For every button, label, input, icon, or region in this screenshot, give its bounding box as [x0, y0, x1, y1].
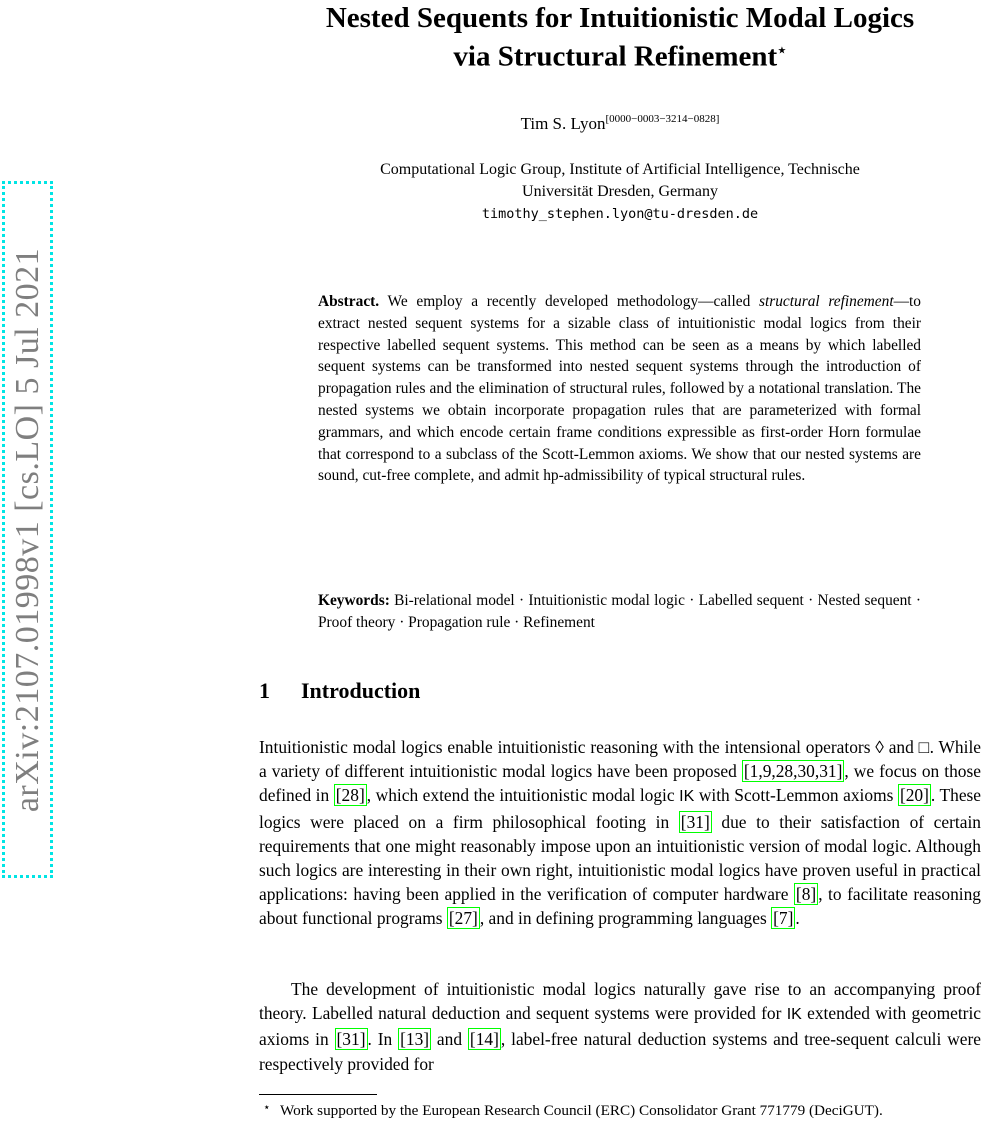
- citation-link[interactable]: [27]: [448, 908, 478, 929]
- section-number: 1: [259, 678, 270, 703]
- citation-link[interactable]: [28]: [335, 785, 365, 806]
- p2-text-5: , label-free natural deduction systems and tree-sequent calculi were respectively provided for: [259, 1029, 981, 1074]
- affiliation-line-2: Universität Dresden, Germany: [522, 183, 718, 200]
- author-name: Tim S. Lyon: [520, 114, 606, 133]
- p2-text-4: and: [431, 1029, 468, 1050]
- p1-text-8: , and in defining programming languages: [479, 908, 772, 929]
- p1-text-6: due to their satisfaction of certain requirements that one might reasonably impose upon an intuitionistic version of modal logic. Although such logics are interesting in their own right, intuitionistic modal logics have proven useful in practical applications: having been applied in the verification of computer hardware: [259, 811, 981, 905]
- affiliation-line-1: Computational Logic Group, Institute of Artificial Intelligence, Technische: [380, 161, 860, 178]
- paper-title-line-2: [240, 33, 981, 75]
- keywords-text: Bi-relational model · Intuitionistic modal logic · Labelled sequent · Nested sequent · Proof theory · Propagation rule · Refinement: [318, 592, 921, 631]
- p1-text-5: . These logics were placed on a firm philosophical footing in: [259, 785, 981, 832]
- footnote-text: Work supported by the European Research Council (ERC) Consolidator Grant 771779 (DeciGUT).: [280, 1102, 883, 1119]
- abstract-block: [318, 291, 921, 487]
- citation-link[interactable]: [31]: [680, 811, 710, 832]
- intro-paragraph-1: [259, 735, 981, 931]
- author-email[interactable]: timothy_stephen.lyon@tu-dresden.de: [481, 206, 759, 222]
- author-orcid[interactable]: [0000−0003−3214−0828]: [605, 113, 720, 125]
- citation-link[interactable]: [7]: [773, 908, 794, 929]
- title-footnote-mark[interactable]: ⋆: [777, 43, 787, 59]
- keywords-block: [318, 590, 921, 634]
- abstract-label: Abstract.: [318, 293, 380, 310]
- p1-text-3: , which extend the intuitionistic modal logic: [366, 785, 680, 806]
- footnote-divider: [259, 1094, 377, 1095]
- p1-text-4: with Scott-Lemmon axioms: [694, 785, 898, 806]
- footnote-mark: ⋆: [263, 1100, 271, 1114]
- p1-text-1: Intuitionistic modal logics enable intuitionistic reasoning with the intensional operators ◊ and □. While a variety of different intuitionistic modal logics have been proposed: [259, 737, 981, 782]
- citation-link[interactable]: [20]: [899, 785, 929, 806]
- arxiv-identifier-stamp: [2, 181, 53, 878]
- citation-link[interactable]: [13]: [400, 1029, 430, 1050]
- p1-text-7: , to facilitate reasoning about functional programs: [259, 884, 981, 929]
- arxiv-identifier-text: arXiv:2107.01998v1 [cs.LO] 5 Jul 2021: [8, 247, 46, 812]
- keywords-label: Keywords:: [318, 592, 390, 609]
- affiliation-block: [290, 159, 950, 225]
- citation-link[interactable]: [1,9,28,30,31]: [743, 761, 843, 782]
- citation-link[interactable]: [31]: [336, 1029, 366, 1050]
- logic-name-ik: IK: [679, 788, 695, 806]
- logic-name-ik: IK: [786, 1006, 802, 1024]
- p2-text-2: extended with geometric axioms in: [259, 1003, 981, 1050]
- section-title: Introduction: [301, 678, 421, 703]
- abstract-text-start: We employ a recently developed methodology—called: [387, 293, 751, 310]
- footnote: [263, 1100, 981, 1121]
- p2-text-1: The development of intuitionistic modal logics naturally gave rise to an accompanying proof theory. Labelled natural deduction and sequent systems were provided for: [259, 979, 981, 1024]
- p1-text-2: , we focus on those defined in: [259, 761, 981, 806]
- paper-title-line-1: [240, 0, 981, 36]
- p2-text-3: . In: [367, 1029, 399, 1050]
- author-line: [300, 113, 940, 134]
- abstract-text-rest: —to extract nested sequent systems for a sizable class of intuitionistic modal logics from their respective labelled sequent systems. This method can be seen as a means by which labelled sequent systems can be transformed into nested sequent systems through the introduction of propagation rules and the elimination of structural rules, followed by a notational translation. The nested systems we obtain incorporate propagation rules that are parameterized with formal grammars, and which encode certain frame conditions expressible as first-order Horn formulae that correspond to a subclass of the Scott-Lemmon axioms. We show that our nested systems are sound, cut-free complete, and admit hp-admissibility of typical structural rules.: [318, 293, 921, 485]
- title-line-2-text: via Structural Refinement: [453, 40, 778, 73]
- abstract-emphasis: structural refinement: [758, 293, 894, 310]
- intro-paragraph-2: [259, 977, 981, 1076]
- citation-link[interactable]: [14]: [469, 1029, 499, 1050]
- citation-link[interactable]: [8]: [795, 884, 817, 905]
- p1-text-9: .: [795, 908, 800, 929]
- title-line-1-text: Nested Sequents for Intuitionistic Modal Logics: [325, 2, 915, 34]
- section-heading: [259, 678, 420, 704]
